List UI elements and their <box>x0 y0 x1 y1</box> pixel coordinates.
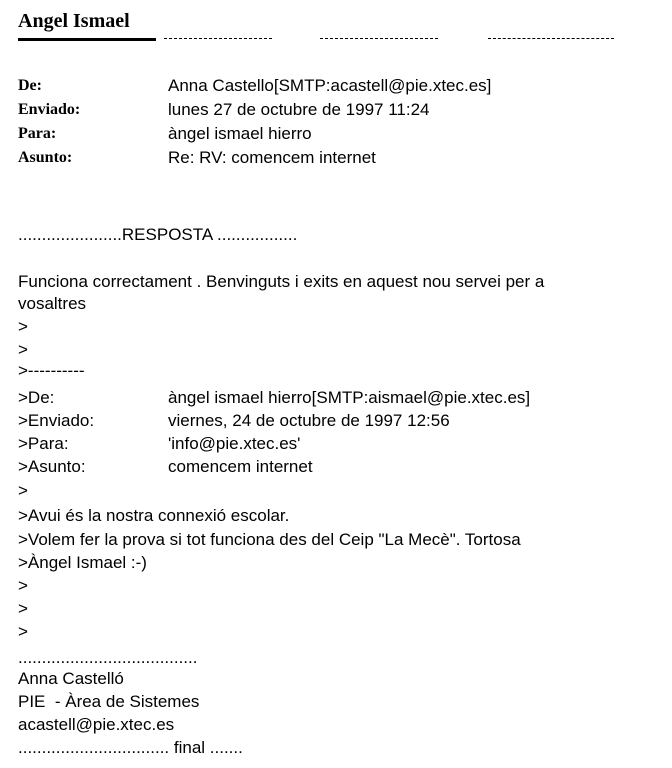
quoted-value-sent: viernes, 24 de octubre de 1997 12:56 <box>168 411 450 430</box>
reply-line: vosaltres <box>18 294 87 313</box>
document-title: Angel Ismael <box>18 10 130 32</box>
header-value-sent: lunes 27 de octubre de 1997 11:24 <box>168 100 430 119</box>
quoted-value-to: 'info@pie.xtec.es' <box>168 434 301 453</box>
header-label-sent: Enviado: <box>18 101 81 118</box>
reply-line: Funciona correctament . Benvinguts i exits en aquest nou servei per a <box>18 272 545 291</box>
header-label-to: Para: <box>18 125 57 142</box>
title-rule-3 <box>488 38 614 39</box>
signature-department: PIE - Àrea de Sistemes <box>18 692 200 711</box>
quote-separator: >---------- <box>18 361 85 380</box>
quoted-line: >Àngel Ismael :-) <box>18 553 147 572</box>
signature-name: Anna Castelló <box>18 669 124 688</box>
quoted-line: > <box>18 622 28 641</box>
quote-marker: > <box>18 340 28 359</box>
header-label-subject: Asunto: <box>18 149 73 166</box>
header-value-from: Anna Castello[SMTP:acastell@pie.xtec.es] <box>168 76 492 95</box>
title-rule-1 <box>164 38 272 39</box>
title-rule-2 <box>320 38 438 39</box>
quoted-label-from: >De: <box>18 388 55 407</box>
quoted-line: > <box>18 576 28 595</box>
quote-marker: > <box>18 317 28 336</box>
header-value-to: àngel ismael hierro <box>168 124 312 143</box>
resposta-divider: ......................RESPOSTA ................. <box>18 225 298 244</box>
quoted-label-subject: >Asunto: <box>18 457 86 476</box>
signature-email: acastell@pie.xtec.es <box>18 715 175 734</box>
signature-divider: ...................................... <box>18 648 198 667</box>
quoted-line: >Avui és la nostra connexió escolar. <box>18 506 290 525</box>
quoted-line: > <box>18 599 28 618</box>
quoted-value-subject: comencem internet <box>168 457 313 476</box>
quoted-line: >Volem fer la prova si tot funciona des del Ceip "La Mecè". Tortosa <box>18 530 521 549</box>
header-value-subject: Re: RV: comencem internet <box>168 148 376 167</box>
quoted-line: > <box>18 481 28 500</box>
quoted-label-sent: >Enviado: <box>18 411 95 430</box>
end-marker: ................................ final ....... <box>18 738 243 757</box>
quoted-value-from: àngel ismael hierro[SMTP:aismael@pie.xtec.es] <box>168 388 531 407</box>
quoted-label-to: >Para: <box>18 434 69 453</box>
title-underline <box>18 38 156 41</box>
header-label-from: De: <box>18 77 42 94</box>
